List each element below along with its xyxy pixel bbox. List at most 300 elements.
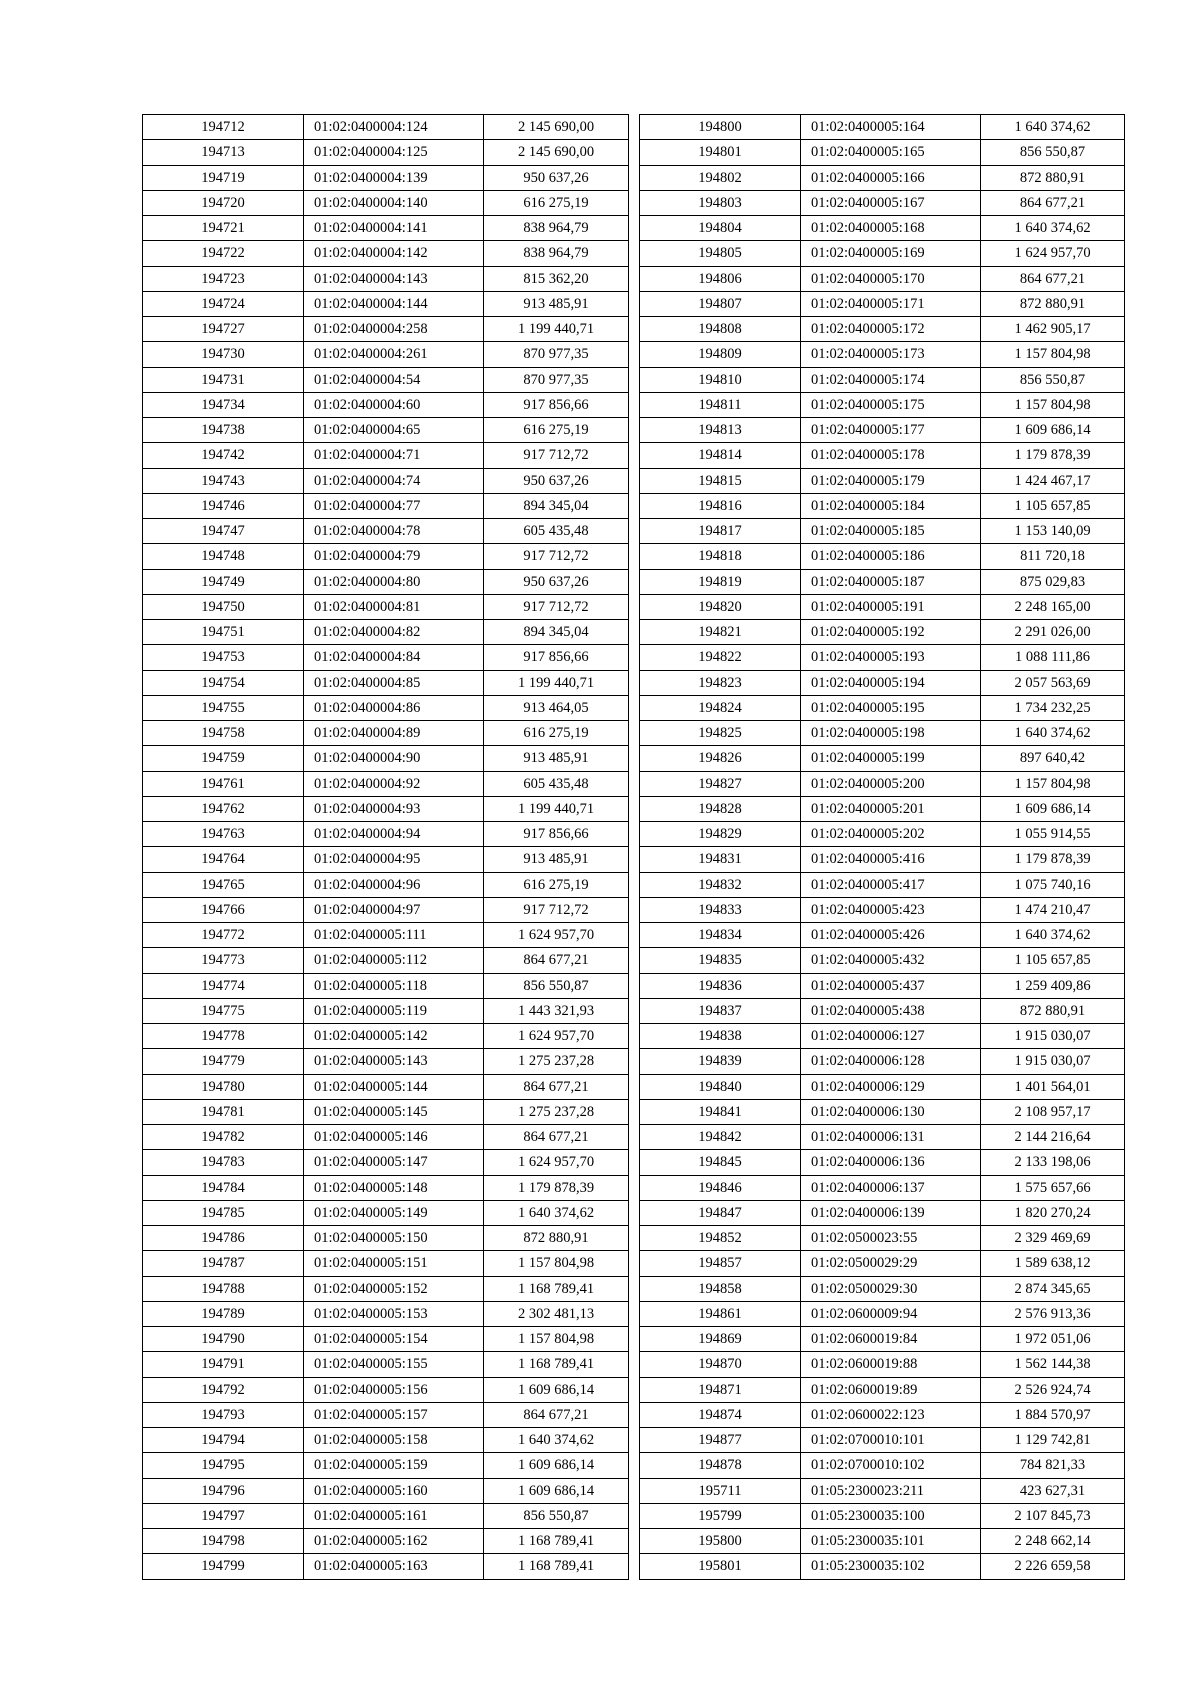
- cadastral-number-cell: 01:02:0400005:147: [304, 1150, 484, 1175]
- cadastral-value-cell: 913 464,05: [484, 695, 629, 720]
- table-row: [640, 670, 1125, 695]
- cadastral-value-cell: 1 157 804,98: [981, 342, 1125, 367]
- row-number-cell: 194754: [143, 670, 304, 695]
- table-row: [143, 544, 629, 569]
- row-number-cell: 194797: [143, 1503, 304, 1528]
- row-number-cell: 194743: [143, 468, 304, 493]
- cadastral-value-cell: 1 609 686,14: [484, 1478, 629, 1503]
- table-row: [143, 1226, 629, 1251]
- row-number-cell: 194798: [143, 1529, 304, 1554]
- table-row: [143, 1276, 629, 1301]
- table-row: [143, 948, 629, 973]
- cadastral-number-cell: 01:02:0400005:195: [801, 695, 981, 720]
- table-row: [143, 216, 629, 241]
- cadastral-value-cell: 1 199 440,71: [484, 796, 629, 821]
- table-row: [640, 1402, 1125, 1427]
- row-number-cell: 194805: [640, 241, 801, 266]
- cadastral-value-cell: 616 275,19: [484, 190, 629, 215]
- row-number-cell: 194782: [143, 1125, 304, 1150]
- cadastral-number-cell: 01:02:0400005:119: [304, 998, 484, 1023]
- table-row: [143, 897, 629, 922]
- table-row: [640, 746, 1125, 771]
- row-number-cell: 194734: [143, 392, 304, 417]
- cadastral-number-cell: 01:02:0400005:437: [801, 973, 981, 998]
- row-number-cell: 194787: [143, 1251, 304, 1276]
- table-row: [640, 1150, 1125, 1175]
- table-row: [640, 1554, 1125, 1579]
- cadastral-value-cell: 1 624 957,70: [484, 1024, 629, 1049]
- row-number-cell: 194808: [640, 317, 801, 342]
- table-row: [143, 392, 629, 417]
- cadastral-number-cell: 01:02:0400005:167: [801, 190, 981, 215]
- table-row: [640, 1327, 1125, 1352]
- row-number-cell: 194837: [640, 998, 801, 1023]
- table-row: [640, 897, 1125, 922]
- cadastral-value-cell: 917 712,72: [484, 897, 629, 922]
- cadastral-number-cell: 01:02:0400004:94: [304, 822, 484, 847]
- table-row: [143, 1377, 629, 1402]
- cadastral-value-cell: 1 157 804,98: [981, 392, 1125, 417]
- row-number-cell: 194785: [143, 1200, 304, 1225]
- row-number-cell: 194793: [143, 1402, 304, 1427]
- cadastral-number-cell: 01:02:0400005:173: [801, 342, 981, 367]
- row-number-cell: 194802: [640, 165, 801, 190]
- row-number-cell: 194813: [640, 418, 801, 443]
- table-row: [640, 695, 1125, 720]
- cadastral-value-cell: 1 640 374,62: [981, 721, 1125, 746]
- row-number-cell: 194819: [640, 569, 801, 594]
- row-number-cell: 195800: [640, 1529, 801, 1554]
- cadastral-value-cell: 2 874 345,65: [981, 1276, 1125, 1301]
- cadastral-number-cell: 01:02:0400004:143: [304, 266, 484, 291]
- cadastral-value-cell: 605 435,48: [484, 771, 629, 796]
- cadastral-value-cell: 913 485,91: [484, 746, 629, 771]
- table-row: [143, 140, 629, 165]
- table-row: [143, 1251, 629, 1276]
- cadastral-value-cell: 1 915 030,07: [981, 1049, 1125, 1074]
- row-number-cell: 194800: [640, 115, 801, 140]
- table-row: [640, 165, 1125, 190]
- table-body-right: [640, 115, 1125, 1580]
- cadastral-value-cell: 897 640,42: [981, 746, 1125, 771]
- row-number-cell: 194810: [640, 367, 801, 392]
- cadastral-number-cell: 01:02:0400004:258: [304, 317, 484, 342]
- cadastral-number-cell: 01:05:2300023:211: [801, 1478, 981, 1503]
- table-row: [640, 1099, 1125, 1124]
- table-row: [640, 1301, 1125, 1326]
- row-number-cell: 194774: [143, 973, 304, 998]
- table-row: [640, 342, 1125, 367]
- cadastral-number-cell: 01:02:0400005:156: [304, 1377, 484, 1402]
- cadastral-number-cell: 01:02:0400005:177: [801, 418, 981, 443]
- table-row: [143, 620, 629, 645]
- table-row: [640, 1049, 1125, 1074]
- cadastral-number-cell: 01:02:0600009:94: [801, 1301, 981, 1326]
- table-row: [640, 620, 1125, 645]
- cadastral-value-cell: 1 589 638,12: [981, 1251, 1125, 1276]
- row-number-cell: 194794: [143, 1428, 304, 1453]
- row-number-cell: 194841: [640, 1099, 801, 1124]
- cadastral-number-cell: 01:02:0400006:127: [801, 1024, 981, 1049]
- table-row: [143, 822, 629, 847]
- cadastral-number-cell: 01:02:0400005:178: [801, 443, 981, 468]
- table-row: [143, 1453, 629, 1478]
- row-number-cell: 194839: [640, 1049, 801, 1074]
- cadastral-number-cell: 01:02:0400004:142: [304, 241, 484, 266]
- cadastral-value-cell: 894 345,04: [484, 620, 629, 645]
- row-number-cell: 194784: [143, 1175, 304, 1200]
- row-number-cell: 195711: [640, 1478, 801, 1503]
- cadastral-number-cell: 01:02:0400004:79: [304, 544, 484, 569]
- cadastral-number-cell: 01:02:0600019:84: [801, 1327, 981, 1352]
- cadastral-number-cell: 01:02:0400005:170: [801, 266, 981, 291]
- cadastral-number-cell: 01:05:2300035:100: [801, 1503, 981, 1528]
- row-number-cell: 194780: [143, 1074, 304, 1099]
- cadastral-number-cell: 01:02:0400004:92: [304, 771, 484, 796]
- cadastral-number-cell: 01:02:0400004:93: [304, 796, 484, 821]
- cadastral-value-cell: 856 550,87: [981, 140, 1125, 165]
- cadastral-number-cell: 01:02:0400005:186: [801, 544, 981, 569]
- row-number-cell: 194858: [640, 1276, 801, 1301]
- cadastral-number-cell: 01:02:0400004:77: [304, 493, 484, 518]
- row-number-cell: 194742: [143, 443, 304, 468]
- table-row: [143, 443, 629, 468]
- cadastral-value-cell: 605 435,48: [484, 519, 629, 544]
- row-number-cell: 194792: [143, 1377, 304, 1402]
- row-number-cell: 194765: [143, 872, 304, 897]
- row-number-cell: 194796: [143, 1478, 304, 1503]
- cadastral-number-cell: 01:02:0400004:95: [304, 847, 484, 872]
- table-row: [640, 291, 1125, 316]
- cadastral-value-cell: 616 275,19: [484, 418, 629, 443]
- cadastral-number-cell: 01:02:0400006:131: [801, 1125, 981, 1150]
- row-number-cell: 194870: [640, 1352, 801, 1377]
- table-row: [640, 241, 1125, 266]
- cadastral-value-cell: 616 275,19: [484, 721, 629, 746]
- cadastral-number-cell: 01:02:0400005:171: [801, 291, 981, 316]
- cadastral-value-cell: 1 179 878,39: [981, 847, 1125, 872]
- row-number-cell: 194838: [640, 1024, 801, 1049]
- cadastral-number-cell: 01:02:0400006:139: [801, 1200, 981, 1225]
- row-number-cell: 194772: [143, 923, 304, 948]
- row-number-cell: 194781: [143, 1099, 304, 1124]
- row-number-cell: 194806: [640, 266, 801, 291]
- table-row: [143, 115, 629, 140]
- table-row: [143, 973, 629, 998]
- table-row: [640, 796, 1125, 821]
- row-number-cell: 194847: [640, 1200, 801, 1225]
- table-row: [640, 392, 1125, 417]
- cadastral-number-cell: 01:02:0400005:142: [304, 1024, 484, 1049]
- cadastral-number-cell: 01:02:0400005:198: [801, 721, 981, 746]
- table-row: [640, 1428, 1125, 1453]
- row-number-cell: 194738: [143, 418, 304, 443]
- cadastral-value-cell: 870 977,35: [484, 367, 629, 392]
- cadastral-value-cell: 1 259 409,86: [981, 973, 1125, 998]
- row-number-cell: 194758: [143, 721, 304, 746]
- cadastral-value-cell: 1 179 878,39: [484, 1175, 629, 1200]
- cadastral-value-cell: 423 627,31: [981, 1478, 1125, 1503]
- cadastral-number-cell: 01:02:0400005:417: [801, 872, 981, 897]
- cadastral-value-cell: 1 462 905,17: [981, 317, 1125, 342]
- row-number-cell: 194730: [143, 342, 304, 367]
- cadastral-number-cell: 01:02:0400005:175: [801, 392, 981, 417]
- row-number-cell: 194724: [143, 291, 304, 316]
- cadastral-number-cell: 01:02:0400005:191: [801, 594, 981, 619]
- cadastral-value-cell: 1 075 740,16: [981, 872, 1125, 897]
- cadastral-value-cell: 1 443 321,93: [484, 998, 629, 1023]
- table-row: [640, 847, 1125, 872]
- row-number-cell: 194816: [640, 493, 801, 518]
- table-row: [640, 973, 1125, 998]
- cadastral-value-cell: 1 609 686,14: [484, 1377, 629, 1402]
- cadastral-number-cell: 01:02:0400005:112: [304, 948, 484, 973]
- cadastral-number-cell: 01:02:0400005:166: [801, 165, 981, 190]
- row-number-cell: 194763: [143, 822, 304, 847]
- cadastral-value-cell: 875 029,83: [981, 569, 1125, 594]
- cadastral-value-cell: 856 550,87: [981, 367, 1125, 392]
- cadastral-value-cell: 784 821,33: [981, 1453, 1125, 1478]
- cadastral-number-cell: 01:02:0400004:89: [304, 721, 484, 746]
- row-number-cell: 194815: [640, 468, 801, 493]
- row-number-cell: 194723: [143, 266, 304, 291]
- row-number-cell: 194804: [640, 216, 801, 241]
- row-number-cell: 194747: [143, 519, 304, 544]
- cadastral-value-cell: 917 856,66: [484, 822, 629, 847]
- table-row: [640, 1529, 1125, 1554]
- row-number-cell: 194846: [640, 1175, 801, 1200]
- row-number-cell: 194809: [640, 342, 801, 367]
- cadastral-number-cell: 01:02:0400005:145: [304, 1099, 484, 1124]
- cadastral-number-cell: 01:02:0400005:172: [801, 317, 981, 342]
- row-number-cell: 194790: [143, 1327, 304, 1352]
- row-number-cell: 194834: [640, 923, 801, 948]
- cadastral-value-cell: 1 609 686,14: [981, 796, 1125, 821]
- row-number-cell: 194783: [143, 1150, 304, 1175]
- table-row: [640, 519, 1125, 544]
- cadastral-value-cell: 2 145 690,00: [484, 115, 629, 140]
- cadastral-value-cell: 864 677,21: [484, 1125, 629, 1150]
- cadastral-value-cell: 2 057 563,69: [981, 670, 1125, 695]
- row-number-cell: 194824: [640, 695, 801, 720]
- row-number-cell: 194759: [143, 746, 304, 771]
- table-row: [143, 1428, 629, 1453]
- cadastral-value-cell: 1 105 657,85: [981, 948, 1125, 973]
- row-number-cell: 194857: [640, 1251, 801, 1276]
- cadastral-value-cell: 1 055 914,55: [981, 822, 1125, 847]
- cadastral-value-cell: 838 964,79: [484, 241, 629, 266]
- table-row: [143, 872, 629, 897]
- table-row: [640, 140, 1125, 165]
- cadastral-number-cell: 01:02:0400005:194: [801, 670, 981, 695]
- cadastral-number-cell: 01:02:0400004:125: [304, 140, 484, 165]
- cadastral-number-cell: 01:02:0400005:432: [801, 948, 981, 973]
- cadastral-value-cell: 811 720,18: [981, 544, 1125, 569]
- cadastral-number-cell: 01:02:0400005:143: [304, 1049, 484, 1074]
- cadastral-number-cell: 01:02:0400004:124: [304, 115, 484, 140]
- cadastral-number-cell: 01:02:0600019:89: [801, 1377, 981, 1402]
- cadastral-value-cell: 2 226 659,58: [981, 1554, 1125, 1579]
- table-row: [143, 266, 629, 291]
- table-row: [640, 1352, 1125, 1377]
- cadastral-number-cell: 01:02:0400004:82: [304, 620, 484, 645]
- row-number-cell: 194832: [640, 872, 801, 897]
- row-number-cell: 194727: [143, 317, 304, 342]
- cadastral-number-cell: 01:02:0400005:152: [304, 1276, 484, 1301]
- row-number-cell: 194786: [143, 1226, 304, 1251]
- table-row: [640, 822, 1125, 847]
- table-row: [640, 115, 1125, 140]
- cadastral-number-cell: 01:02:0400005:157: [304, 1402, 484, 1427]
- cadastral-number-cell: 01:02:0400004:85: [304, 670, 484, 695]
- cadastral-value-cell: 1 168 789,41: [484, 1276, 629, 1301]
- row-number-cell: 194779: [143, 1049, 304, 1074]
- table-row: [640, 216, 1125, 241]
- table-row: [640, 1125, 1125, 1150]
- cadastral-value-cell: 1 199 440,71: [484, 317, 629, 342]
- table-row: [143, 670, 629, 695]
- table-row: [640, 872, 1125, 897]
- cadastral-number-cell: 01:02:0400005:148: [304, 1175, 484, 1200]
- cadastral-number-cell: 01:02:0400005:200: [801, 771, 981, 796]
- cadastral-value-cell: 1 168 789,41: [484, 1352, 629, 1377]
- cadastral-value-cell: 2 133 198,06: [981, 1150, 1125, 1175]
- row-number-cell: 194746: [143, 493, 304, 518]
- cadastral-value-cell: 1 640 374,62: [484, 1200, 629, 1225]
- table-row: [640, 1377, 1125, 1402]
- table-row: [143, 1074, 629, 1099]
- table-row: [143, 1478, 629, 1503]
- table-row: [640, 1175, 1125, 1200]
- cadastral-value-cell: 1 199 440,71: [484, 670, 629, 695]
- table-row: [143, 594, 629, 619]
- cadastral-number-cell: 01:02:0400004:84: [304, 645, 484, 670]
- cadastral-value-cell: 2 248 165,00: [981, 594, 1125, 619]
- cadastral-value-cell: 917 712,72: [484, 443, 629, 468]
- row-number-cell: 194833: [640, 897, 801, 922]
- table-row: [640, 721, 1125, 746]
- table-row: [143, 317, 629, 342]
- table-row: [640, 443, 1125, 468]
- cadastral-number-cell: 01:02:0400004:81: [304, 594, 484, 619]
- row-number-cell: 194878: [640, 1453, 801, 1478]
- cadastral-value-cell: 950 637,26: [484, 569, 629, 594]
- cadastral-number-cell: 01:02:0400005:154: [304, 1327, 484, 1352]
- row-number-cell: 194836: [640, 973, 801, 998]
- table-row: [640, 1074, 1125, 1099]
- row-number-cell: 194811: [640, 392, 801, 417]
- cadastral-value-cell: 1 915 030,07: [981, 1024, 1125, 1049]
- table-row: [640, 190, 1125, 215]
- table-row: [640, 569, 1125, 594]
- row-number-cell: 194722: [143, 241, 304, 266]
- cadastral-table-left: [142, 114, 629, 1580]
- cadastral-value-cell: 1 105 657,85: [981, 493, 1125, 518]
- cadastral-number-cell: 01:02:0600019:88: [801, 1352, 981, 1377]
- cadastral-number-cell: 01:02:0700010:101: [801, 1428, 981, 1453]
- cadastral-number-cell: 01:02:0400005:151: [304, 1251, 484, 1276]
- table-row: [640, 1276, 1125, 1301]
- table-row: [143, 1402, 629, 1427]
- cadastral-value-cell: 2 291 026,00: [981, 620, 1125, 645]
- table-row: [143, 241, 629, 266]
- row-number-cell: 194818: [640, 544, 801, 569]
- row-number-cell: 194766: [143, 897, 304, 922]
- row-number-cell: 194799: [143, 1554, 304, 1579]
- cadastral-number-cell: 01:02:0400004:60: [304, 392, 484, 417]
- cadastral-value-cell: 913 485,91: [484, 847, 629, 872]
- cadastral-value-cell: 864 677,21: [484, 1402, 629, 1427]
- cadastral-value-cell: 1 179 878,39: [981, 443, 1125, 468]
- table-row: [640, 923, 1125, 948]
- cadastral-number-cell: 01:02:0400005:162: [304, 1529, 484, 1554]
- cadastral-number-cell: 01:02:0400005:163: [304, 1554, 484, 1579]
- cadastral-value-cell: 864 677,21: [484, 948, 629, 973]
- row-number-cell: 194829: [640, 822, 801, 847]
- table-row: [143, 367, 629, 392]
- cadastral-number-cell: 01:02:0400005:164: [801, 115, 981, 140]
- table-row: [640, 317, 1125, 342]
- cadastral-value-cell: 1 153 140,09: [981, 519, 1125, 544]
- table-row: [640, 771, 1125, 796]
- row-number-cell: 194748: [143, 544, 304, 569]
- cadastral-number-cell: 01:02:0400005:155: [304, 1352, 484, 1377]
- row-number-cell: 194831: [640, 847, 801, 872]
- cadastral-number-cell: 01:02:0400004:90: [304, 746, 484, 771]
- table-row: [143, 796, 629, 821]
- table-row: [143, 165, 629, 190]
- cadastral-number-cell: 01:02:0400004:144: [304, 291, 484, 316]
- cadastral-value-cell: 872 880,91: [981, 165, 1125, 190]
- cadastral-value-cell: 872 880,91: [981, 998, 1125, 1023]
- row-number-cell: 194778: [143, 1024, 304, 1049]
- row-number-cell: 194845: [640, 1150, 801, 1175]
- cadastral-number-cell: 01:02:0500029:29: [801, 1251, 981, 1276]
- table-row: [143, 1049, 629, 1074]
- cadastral-value-cell: 864 677,21: [981, 266, 1125, 291]
- cadastral-value-cell: 917 712,72: [484, 544, 629, 569]
- cadastral-value-cell: 616 275,19: [484, 872, 629, 897]
- cadastral-value-cell: 950 637,26: [484, 165, 629, 190]
- row-number-cell: 194719: [143, 165, 304, 190]
- cadastral-value-cell: 1 734 232,25: [981, 695, 1125, 720]
- cadastral-value-cell: 1 168 789,41: [484, 1554, 629, 1579]
- row-number-cell: 194822: [640, 645, 801, 670]
- table-row: [640, 493, 1125, 518]
- row-number-cell: 194827: [640, 771, 801, 796]
- row-number-cell: 194764: [143, 847, 304, 872]
- cadastral-number-cell: 01:02:0700010:102: [801, 1453, 981, 1478]
- cadastral-value-cell: 917 856,66: [484, 645, 629, 670]
- cadastral-number-cell: 01:02:0400005:201: [801, 796, 981, 821]
- row-number-cell: 194791: [143, 1352, 304, 1377]
- table-row: [143, 291, 629, 316]
- cadastral-number-cell: 01:02:0400005:185: [801, 519, 981, 544]
- cadastral-value-cell: 1 640 374,62: [484, 1428, 629, 1453]
- row-number-cell: 194823: [640, 670, 801, 695]
- table-row: [640, 1226, 1125, 1251]
- cadastral-value-cell: 864 677,21: [981, 190, 1125, 215]
- row-number-cell: 194814: [640, 443, 801, 468]
- cadastral-value-cell: 1 157 804,98: [484, 1327, 629, 1352]
- row-number-cell: 194712: [143, 115, 304, 140]
- cadastral-number-cell: 01:02:0400005:146: [304, 1125, 484, 1150]
- cadastral-value-cell: 2 108 957,17: [981, 1099, 1125, 1124]
- table-row: [143, 1352, 629, 1377]
- row-number-cell: 194721: [143, 216, 304, 241]
- cadastral-value-cell: 1 275 237,28: [484, 1049, 629, 1074]
- row-number-cell: 194773: [143, 948, 304, 973]
